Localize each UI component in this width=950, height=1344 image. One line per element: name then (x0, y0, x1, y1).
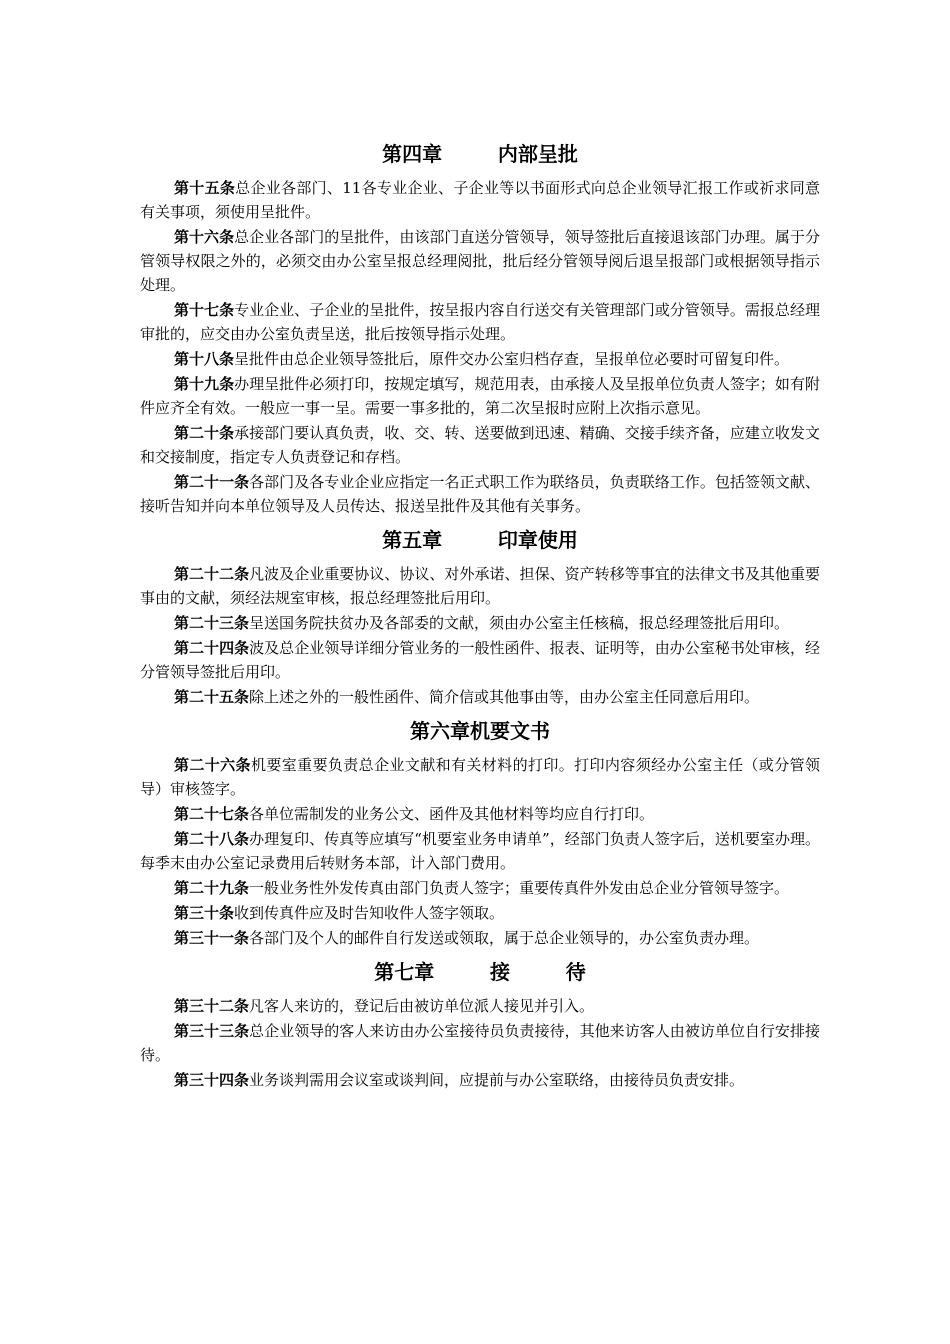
article-number: 第十六条 (174, 228, 235, 246)
article-text: 呈批件由总企业领导签批后，原件交办公室归档存查，呈报单位必要时可留复印件。 (234, 350, 790, 368)
article-text: 业务谈判需用会议室或谈判间，应提前与办公室联络，由接待员负责安排。 (249, 1071, 745, 1089)
article-text: 办理复印、传真等应填写“机要室业务申请单”，经部门负责人签字后，送机要室办理。每季末由办公室记录费用后转财务本部，计入部门费用。 (140, 830, 820, 872)
article-number: 第三十三条 (174, 1022, 250, 1040)
article-text: 凡波及企业重要协议、协议、对外承诺、担保、资产转移等事宜的法律文书及其他重要事由的文献，须经法规室审核，报总经理签批后用印。 (140, 565, 820, 607)
article-number: 第二十九条 (174, 879, 250, 897)
article-text: 各部门及个人的邮件自行发送或领取，属于总企业领导的，办公室负责办理。 (249, 929, 760, 947)
article-text: 除上述之外的一般性函件、简介信或其他事由等，由办公室主任同意后用印。 (249, 688, 760, 706)
article-number: 第二十六条 (174, 756, 251, 774)
article-number: 第二十条 (174, 424, 235, 442)
article-paragraph (140, 372, 820, 420)
article-text: 办理呈批件必须打印，按规定填写，规范用表，由承接人及呈报单位负责人签字；如有附件应齐全有效。一般应一事一呈。需要一事多批的，第二次呈报时应附上次指示意见。 (140, 375, 820, 417)
document-page (140, 130, 820, 1093)
article-number: 第三十四条 (174, 1071, 250, 1089)
article-number: 第三十条 (174, 904, 235, 922)
article-number: 第十八条 (174, 350, 235, 368)
article-number: 第十九条 (174, 375, 235, 393)
article-paragraph (140, 901, 820, 925)
article-text: 各单位需制发的业务公文、函件及其他材料等均应自行打印。 (249, 805, 655, 823)
article-paragraph (140, 636, 820, 684)
article-paragraph (140, 347, 820, 371)
article-text: 波及总企业领导详细分管业务的一般性函件、报表、证明等，由办公室秘书处审核，经分管领导签批后用印。 (140, 639, 820, 681)
article-paragraph (140, 685, 820, 709)
article-paragraph (140, 802, 820, 826)
article-paragraph (140, 876, 820, 900)
article-paragraph (140, 421, 820, 469)
chapter-heading: 第四章 内部呈批 (382, 142, 578, 166)
article-text: 专业企业、子企业的呈批件，按呈报内容自行送交有关管理部门或分管领导。需报总经理审批的，应交由办公室负责呈送，批后按领导指示处理。 (140, 301, 820, 343)
article-text: 机要室重要负责总企业文献和有关材料的打印。打印内容须经办公室主任（或分管领导）审核签字。 (140, 756, 820, 798)
article-number: 第三十二条 (174, 997, 250, 1015)
article-paragraph (140, 926, 820, 950)
article-text: 承接部门要认真负责，收、交、转、送要做到迅速、精确、交接手续齐备，应建立收发文和交接制度，指定专人负责登记和存档。 (140, 424, 820, 466)
article-paragraph (140, 470, 820, 518)
article-paragraph (140, 827, 820, 875)
article-number: 第十五条 (174, 179, 236, 197)
article-number: 第二十八条 (174, 830, 250, 848)
article-number: 第二十三条 (174, 614, 250, 632)
article-paragraph (140, 994, 820, 1018)
article-paragraph (140, 1068, 820, 1092)
article-number: 第十七条 (174, 301, 235, 319)
article-text: 总企业各部门的呈批件，由该部门直送分管领导，领导签批后直接退该部门办理。属于分管领导权限之外的，必须交由办公室呈报总经理阅批，批后经分管领导阅后退呈报部门或根据领导指示处理。 (140, 228, 820, 294)
article-text: 一般业务性外发传真由部门负责人签字；重要传真件外发由总企业分管领导签字。 (249, 879, 790, 897)
chapter-heading: 第五章 印章使用 (382, 528, 578, 552)
article-number: 第二十一条 (174, 473, 250, 491)
article-number: 第三十一条 (174, 929, 250, 947)
article-paragraph (140, 753, 820, 801)
article-paragraph (140, 176, 820, 224)
article-paragraph (140, 611, 820, 635)
chapter-heading: 第六章机要文书 (410, 719, 550, 743)
article-number: 第二十四条 (174, 639, 250, 657)
article-number: 第二十七条 (174, 805, 250, 823)
chapter-heading: 第七章 接 待 (374, 960, 586, 984)
article-text: 总企业各部门、11各专业企业、子企业等以书面形式向总企业领导汇报工作或祈求同意有关事项，须使用呈批件。 (140, 179, 820, 221)
article-text: 各部门及各专业企业应指定一名正式职工作为联络员，负责联络工作。包括签领文献、接听告知并向本单位领导及人员传达、报送呈批件及其他有关事务。 (140, 473, 820, 515)
article-paragraph (140, 298, 820, 346)
article-paragraph (140, 562, 820, 610)
article-paragraph (140, 225, 820, 297)
article-number: 第二十二条 (174, 565, 250, 583)
article-paragraph (140, 1019, 820, 1067)
article-text: 总企业领导的客人来访由办公室接待员负责接待，其他来访客人由被访单位自行安排接待。 (140, 1022, 820, 1064)
article-text: 凡客人来访的，登记后由被访单位派人接见并引入。 (249, 997, 595, 1015)
article-text: 呈送国务院扶贫办及各部委的文献，须由办公室主任核稿，报总经理签批后用印。 (249, 614, 790, 632)
article-text: 收到传真件应及时告知收件人签字领取。 (234, 904, 505, 922)
article-number: 第二十五条 (174, 688, 250, 706)
